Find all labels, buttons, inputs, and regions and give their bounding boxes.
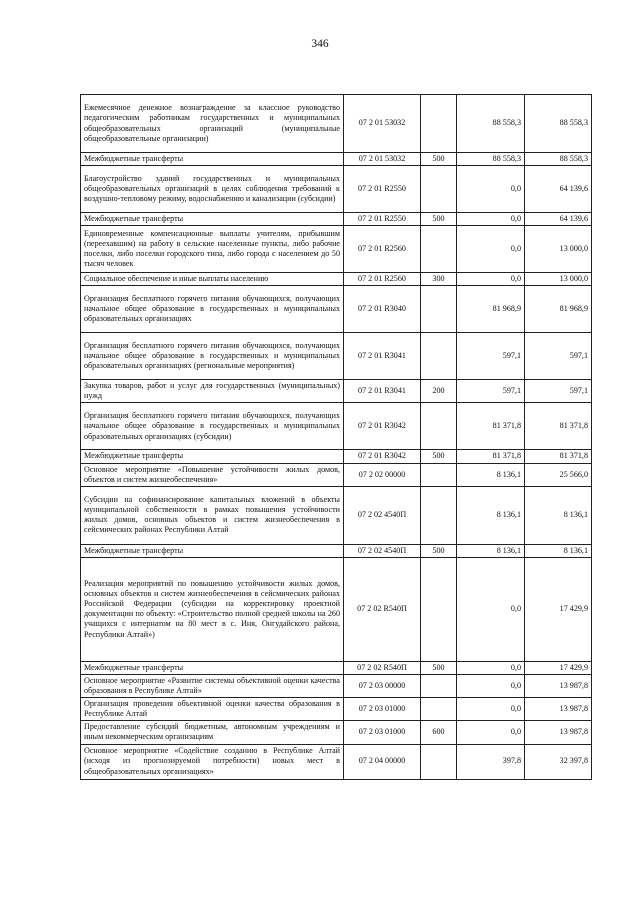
table-row bbox=[81, 674, 592, 697]
row-name-cell: Единовременные компенсационные выплаты учителям, прибывшим (переехавшим) на работу в сельские населенные пункты, либо рабочие поселки, либо поселки городского типа, либо города с населением до 50 тысяч человек bbox=[81, 226, 344, 273]
row-code-cell: 07 2 01 R2560 bbox=[344, 273, 421, 286]
row-expense-type-cell bbox=[421, 95, 457, 153]
row-name-cell: Организация бесплатного горячего питания обучающихся, получающих начальное общее образование в государственных и муниципальных образовательных организациях (субсидии) bbox=[81, 403, 344, 450]
row-code-cell: 07 2 02 4540П bbox=[344, 486, 421, 544]
row-amount-year1-cell: 0,0 bbox=[457, 698, 525, 721]
row-amount-year1-cell: 0,0 bbox=[457, 721, 525, 744]
row-expense-type-cell: 300 bbox=[421, 273, 457, 286]
row-amount-year2-cell: 13 987,8 bbox=[525, 721, 592, 744]
row-name-cell: Социальное обеспечение и иные выплаты населению bbox=[81, 273, 344, 286]
row-code-cell: 07 2 01 R2560 bbox=[344, 226, 421, 273]
row-code-cell: 07 2 03 01000 bbox=[344, 698, 421, 721]
row-amount-year1-cell: 8 136,1 bbox=[457, 544, 525, 557]
row-expense-type-cell: 200 bbox=[421, 380, 457, 403]
row-expense-type-cell bbox=[421, 166, 457, 213]
row-expense-type-cell: 500 bbox=[421, 450, 457, 463]
row-name-cell: Закупка товаров, работ и услуг для государственных (муниципальных) нужд bbox=[81, 380, 344, 403]
row-code-cell: 07 2 01 R2550 bbox=[344, 213, 421, 226]
table-row bbox=[81, 333, 592, 380]
row-name-cell: Реализация мероприятий по повышению устойчивости жилых домов, основных объектов и систем жизнеобеспечения в сейсмических районах Российской Федерации (субсидии на корректировку проектной документации по объекту: «Строительство полной средней школы на 260 учащихся с интернатом на 80 мест в с. Иня, Онгудайского района, Республики Алтай») bbox=[81, 557, 344, 661]
row-name-cell: Межбюджетные трансферты bbox=[81, 544, 344, 557]
row-amount-year1-cell: 0,0 bbox=[457, 661, 525, 674]
table-row bbox=[81, 213, 592, 226]
row-amount-year1-cell: 8 136,1 bbox=[457, 486, 525, 544]
row-name-cell: Благоустройство зданий государственных и муниципальных общеобразовательных организаций в целях соблюдения требований к воздушно-тепловому режиму, водоснабжению и канализации (субсидии) bbox=[81, 166, 344, 213]
row-amount-year2-cell: 13 987,8 bbox=[525, 698, 592, 721]
row-code-cell: 07 2 01 53032 bbox=[344, 95, 421, 153]
row-expense-type-cell bbox=[421, 403, 457, 450]
row-code-cell: 07 2 02 R540П bbox=[344, 661, 421, 674]
row-amount-year2-cell: 81 968,9 bbox=[525, 286, 592, 333]
row-amount-year1-cell: 81 371,8 bbox=[457, 450, 525, 463]
row-expense-type-cell bbox=[421, 333, 457, 380]
page-number: 346 bbox=[311, 38, 329, 50]
row-name-cell: Предоставление субсидий бюджетным, автономным учреждениям и иным некоммерческим организациям bbox=[81, 721, 344, 744]
row-code-cell: 07 2 03 01000 bbox=[344, 721, 421, 744]
row-expense-type-cell bbox=[421, 226, 457, 273]
row-expense-type-cell: 500 bbox=[421, 153, 457, 166]
table-row bbox=[81, 486, 592, 544]
row-code-cell: 07 2 02 R540П bbox=[344, 557, 421, 661]
table-row bbox=[81, 153, 592, 166]
row-amount-year1-cell: 88 558,3 bbox=[457, 153, 525, 166]
row-amount-year1-cell: 0,0 bbox=[457, 166, 525, 213]
row-name-cell: Организация бесплатного горячего питания обучающихся, получающих начальное общее образование в государственных и муниципальных образовательных организациях (региональные мероприятия) bbox=[81, 333, 344, 380]
table-row bbox=[81, 273, 592, 286]
row-amount-year2-cell: 88 558,3 bbox=[525, 153, 592, 166]
table-row bbox=[81, 450, 592, 463]
row-amount-year2-cell: 13 987,8 bbox=[525, 674, 592, 697]
row-amount-year1-cell: 0,0 bbox=[457, 226, 525, 273]
row-amount-year1-cell: 0,0 bbox=[457, 557, 525, 661]
row-amount-year1-cell: 81 371,8 bbox=[457, 403, 525, 450]
row-amount-year1-cell: 0,0 bbox=[457, 674, 525, 697]
row-amount-year1-cell: 597,1 bbox=[457, 333, 525, 380]
row-code-cell: 07 2 04 00000 bbox=[344, 744, 421, 779]
row-amount-year2-cell: 13 000,0 bbox=[525, 226, 592, 273]
row-code-cell: 07 2 02 4540П bbox=[344, 544, 421, 557]
row-expense-type-cell bbox=[421, 698, 457, 721]
row-amount-year2-cell: 25 566,0 bbox=[525, 463, 592, 486]
row-name-cell: Ежемесячное денежное вознаграждение за классное руководство педагогическим работникам государственных и муниципальных общеобразовательных организаций (муниципальные общеобразовательные организации) bbox=[81, 95, 344, 153]
row-amount-year2-cell: 597,1 bbox=[525, 380, 592, 403]
row-expense-type-cell: 500 bbox=[421, 661, 457, 674]
row-amount-year2-cell: 64 139,6 bbox=[525, 213, 592, 226]
row-name-cell: Основное мероприятие «Повышение устойчивости жилых домов, объектов и систем жизнеобеспечения» bbox=[81, 463, 344, 486]
row-code-cell: 07 2 01 R3041 bbox=[344, 380, 421, 403]
row-amount-year1-cell: 0,0 bbox=[457, 273, 525, 286]
table-row bbox=[81, 226, 592, 273]
row-name-cell: Организация проведения объективной оценки качества образования в Республике Алтай bbox=[81, 698, 344, 721]
row-name-cell: Межбюджетные трансферты bbox=[81, 153, 344, 166]
row-expense-type-cell: 600 bbox=[421, 721, 457, 744]
row-amount-year2-cell: 81 371,8 bbox=[525, 450, 592, 463]
row-code-cell: 07 2 03 00000 bbox=[344, 674, 421, 697]
row-expense-type-cell bbox=[421, 674, 457, 697]
table-row bbox=[81, 721, 592, 744]
row-expense-type-cell bbox=[421, 557, 457, 661]
budget-table bbox=[80, 94, 592, 780]
row-name-cell: Основное мероприятие «Содействие созданию в Республике Алтай (исходя из прогнозируемой потребности) новых мест в общеобразовательных организациях» bbox=[81, 744, 344, 779]
row-amount-year1-cell: 597,1 bbox=[457, 380, 525, 403]
table-row bbox=[81, 557, 592, 661]
row-amount-year2-cell: 597,1 bbox=[525, 333, 592, 380]
row-code-cell: 07 2 01 R3041 bbox=[344, 333, 421, 380]
row-name-cell: Субсидии на софинансирование капитальных вложений в объекты муниципальной собственности в рамках повышения устойчивости жилых домов, основных объектов и систем жизнеобеспечения в сейсмических районах Республики Алтай bbox=[81, 486, 344, 544]
row-amount-year2-cell: 32 397,8 bbox=[525, 744, 592, 779]
row-amount-year1-cell: 397,8 bbox=[457, 744, 525, 779]
table-row bbox=[81, 95, 592, 153]
row-code-cell: 07 2 01 R3040 bbox=[344, 286, 421, 333]
row-code-cell: 07 2 02 00000 bbox=[344, 463, 421, 486]
table-row bbox=[81, 380, 592, 403]
row-name-cell: Межбюджетные трансферты bbox=[81, 450, 344, 463]
row-amount-year2-cell: 8 136,1 bbox=[525, 544, 592, 557]
table-row bbox=[81, 403, 592, 450]
row-amount-year1-cell: 88 558,3 bbox=[457, 95, 525, 153]
row-amount-year2-cell: 64 139,6 bbox=[525, 166, 592, 213]
row-code-cell: 07 2 01 R3042 bbox=[344, 403, 421, 450]
table-row bbox=[81, 744, 592, 779]
row-code-cell: 07 2 01 R2550 bbox=[344, 166, 421, 213]
table-row bbox=[81, 544, 592, 557]
table-row bbox=[81, 286, 592, 333]
row-expense-type-cell bbox=[421, 463, 457, 486]
row-code-cell: 07 2 01 R3042 bbox=[344, 450, 421, 463]
row-expense-type-cell bbox=[421, 744, 457, 779]
table-row bbox=[81, 463, 592, 486]
row-expense-type-cell bbox=[421, 486, 457, 544]
table-row bbox=[81, 166, 592, 213]
row-amount-year2-cell: 17 429,9 bbox=[525, 557, 592, 661]
row-amount-year2-cell: 81 371,8 bbox=[525, 403, 592, 450]
row-name-cell: Основное мероприятие «Развитие системы объективной оценки качества образования в Республике Алтай» bbox=[81, 674, 344, 697]
row-expense-type-cell: 500 bbox=[421, 213, 457, 226]
row-amount-year1-cell: 8 136,1 bbox=[457, 463, 525, 486]
row-amount-year2-cell: 13 000,0 bbox=[525, 273, 592, 286]
row-code-cell: 07 2 01 53032 bbox=[344, 153, 421, 166]
table-row bbox=[81, 661, 592, 674]
row-name-cell: Межбюджетные трансферты bbox=[81, 213, 344, 226]
row-expense-type-cell bbox=[421, 286, 457, 333]
row-name-cell: Организация бесплатного горячего питания обучающихся, получающих начальное общее образование в государственных и муниципальных образовательных организациях bbox=[81, 286, 344, 333]
row-amount-year1-cell: 81 968,9 bbox=[457, 286, 525, 333]
row-amount-year2-cell: 88 558,3 bbox=[525, 95, 592, 153]
row-amount-year1-cell: 0,0 bbox=[457, 213, 525, 226]
row-expense-type-cell: 500 bbox=[421, 544, 457, 557]
row-name-cell: Межбюджетные трансферты bbox=[81, 661, 344, 674]
table-row bbox=[81, 698, 592, 721]
row-amount-year2-cell: 17 429,9 bbox=[525, 661, 592, 674]
row-amount-year2-cell: 8 136,1 bbox=[525, 486, 592, 544]
